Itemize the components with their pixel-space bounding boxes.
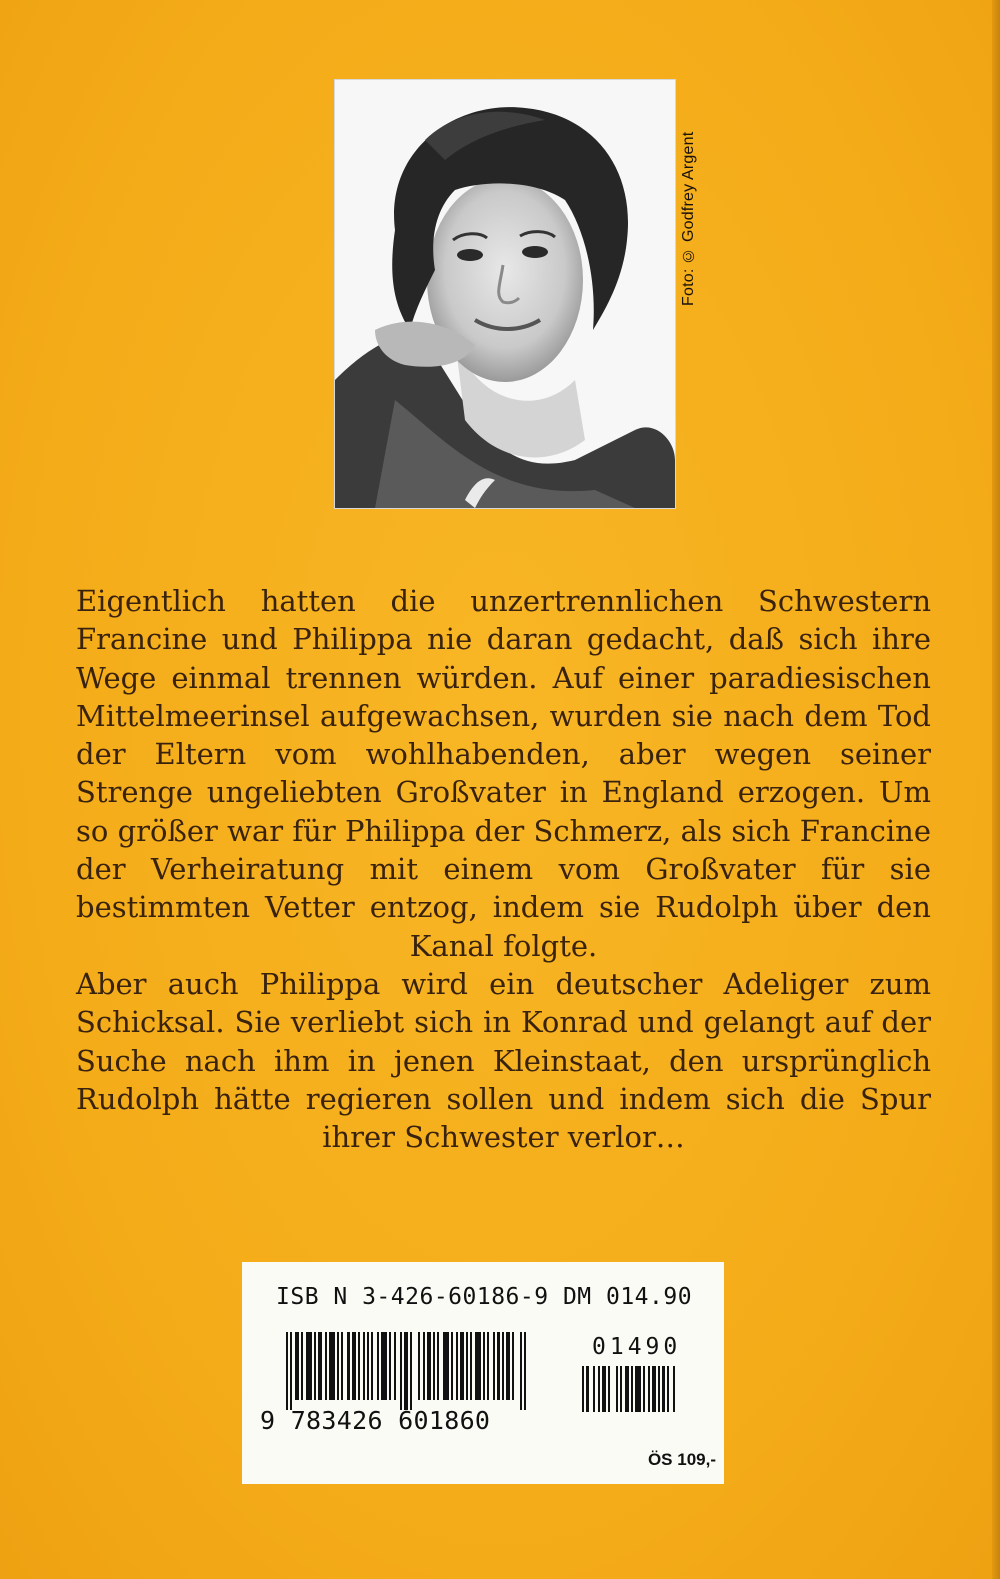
photo-credit: Foto: © Godfrey Argent xyxy=(680,131,697,306)
barcode-bar xyxy=(433,1332,435,1400)
barcode-bar xyxy=(487,1332,489,1400)
addon-barcode xyxy=(582,1366,712,1422)
barcode-bar xyxy=(586,1366,589,1412)
cover-edge xyxy=(992,0,1000,1579)
barcode-bar xyxy=(451,1332,453,1400)
barcode-bar xyxy=(389,1332,391,1400)
blurb-paragraph-1: Eigentlich hatten die unzertrennlichen Schwestern Francine und Philippa nie daran gedacht, daß sich ihre Wege einmal trennen würden. Auf einer paradiesischen Mittelmeerinsel aufgewachsen, wurden sie nach dem Tod der Eltern vom wohlhabenden, aber wegen seiner Strenge ungeliebten Großvater in England erzogen. Um so größer war für Philippa der Schmerz, als sich Francine der Verheiratung mit einem vom Großvater für sie bestimmten Vetter entzog, indem sie Rudolph über den Kanal folgte. xyxy=(76,584,931,963)
barcode-bar xyxy=(341,1332,343,1400)
barcode-bar xyxy=(470,1332,472,1400)
barcode-bar xyxy=(652,1366,656,1412)
barcode-bar xyxy=(427,1332,431,1400)
barcode-bar xyxy=(286,1332,288,1410)
barcode-bar xyxy=(460,1332,464,1400)
barcode-bar xyxy=(602,1366,606,1412)
ean-barcode xyxy=(286,1332,548,1410)
barcode-bar xyxy=(456,1332,458,1400)
price-austria: ÖS 109,- xyxy=(647,1450,716,1469)
barcode-bar xyxy=(394,1332,396,1400)
barcode-bar xyxy=(483,1332,485,1400)
barcode-bar xyxy=(367,1332,369,1400)
barcode-bar xyxy=(506,1332,510,1400)
barcode-bar xyxy=(358,1332,360,1400)
barcode-bar xyxy=(381,1332,387,1400)
blurb-paragraph-2: Aber auch Philippa wird ein deutscher Adeliger zum Schicksal. Sie verliebt sich in Konrad und gelangt auf der Suche nach ihm in jenen Kleinstaat, den ursprünglich Rudolph hätte regieren sollen und indem sich die Spur ihrer Schwester verlor… xyxy=(76,966,931,1155)
ean-digits: 9 783426 601860 xyxy=(260,1406,491,1435)
barcode-bar xyxy=(667,1366,669,1412)
barcode-bar xyxy=(673,1366,675,1412)
barcode-bar xyxy=(520,1332,522,1410)
barcode-bar xyxy=(466,1332,468,1400)
barcode-bar xyxy=(400,1332,402,1410)
barcode-bar xyxy=(314,1332,316,1400)
barcode-bar xyxy=(318,1332,322,1400)
barcode-bar xyxy=(443,1332,449,1400)
barcode-bar xyxy=(608,1366,610,1412)
barcode-bar xyxy=(616,1366,618,1412)
barcode-bar xyxy=(423,1332,425,1400)
barcode-sticker xyxy=(242,1262,724,1484)
barcode-bar xyxy=(493,1332,495,1400)
barcode-bar xyxy=(337,1332,339,1400)
book-blurb xyxy=(76,582,931,1156)
barcode-bar xyxy=(658,1366,660,1412)
barcode-bar xyxy=(410,1332,412,1410)
author-photo xyxy=(334,79,676,509)
barcode-bar xyxy=(593,1366,595,1412)
barcode-bar xyxy=(290,1332,292,1410)
barcode-bar xyxy=(512,1332,514,1400)
barcode-bar xyxy=(582,1366,584,1412)
barcode-bar xyxy=(404,1332,408,1410)
barcode-bar xyxy=(418,1332,420,1400)
barcode-bar xyxy=(598,1366,600,1412)
barcode-bar xyxy=(371,1332,373,1400)
barcode-bar xyxy=(631,1366,633,1412)
barcode-bar xyxy=(643,1366,645,1412)
barcode-bar xyxy=(497,1332,500,1400)
barcode-bar xyxy=(437,1332,439,1400)
barcode-bar xyxy=(301,1332,303,1400)
barcode-bar xyxy=(363,1332,365,1400)
barcode-bar xyxy=(620,1366,622,1412)
barcode-bar xyxy=(325,1332,327,1400)
barcode-bar xyxy=(329,1332,335,1400)
barcode-bar xyxy=(347,1332,350,1400)
barcode-bar xyxy=(625,1366,629,1412)
barcode-bar xyxy=(306,1332,312,1400)
barcode-bar xyxy=(662,1366,665,1412)
barcode-bar xyxy=(524,1332,526,1410)
barcode-bar xyxy=(635,1366,641,1412)
barcode-bar xyxy=(377,1332,379,1400)
barcode-bar xyxy=(475,1332,481,1400)
barcode-bar xyxy=(352,1332,356,1400)
barcode-bar xyxy=(295,1332,299,1400)
isbn-price-line: ISB N 3-426-60186-9 DM 014.90 xyxy=(276,1284,693,1310)
barcode-bar xyxy=(648,1366,650,1412)
price-addon-code: 01490 xyxy=(592,1334,682,1360)
barcode-bar xyxy=(502,1332,504,1400)
